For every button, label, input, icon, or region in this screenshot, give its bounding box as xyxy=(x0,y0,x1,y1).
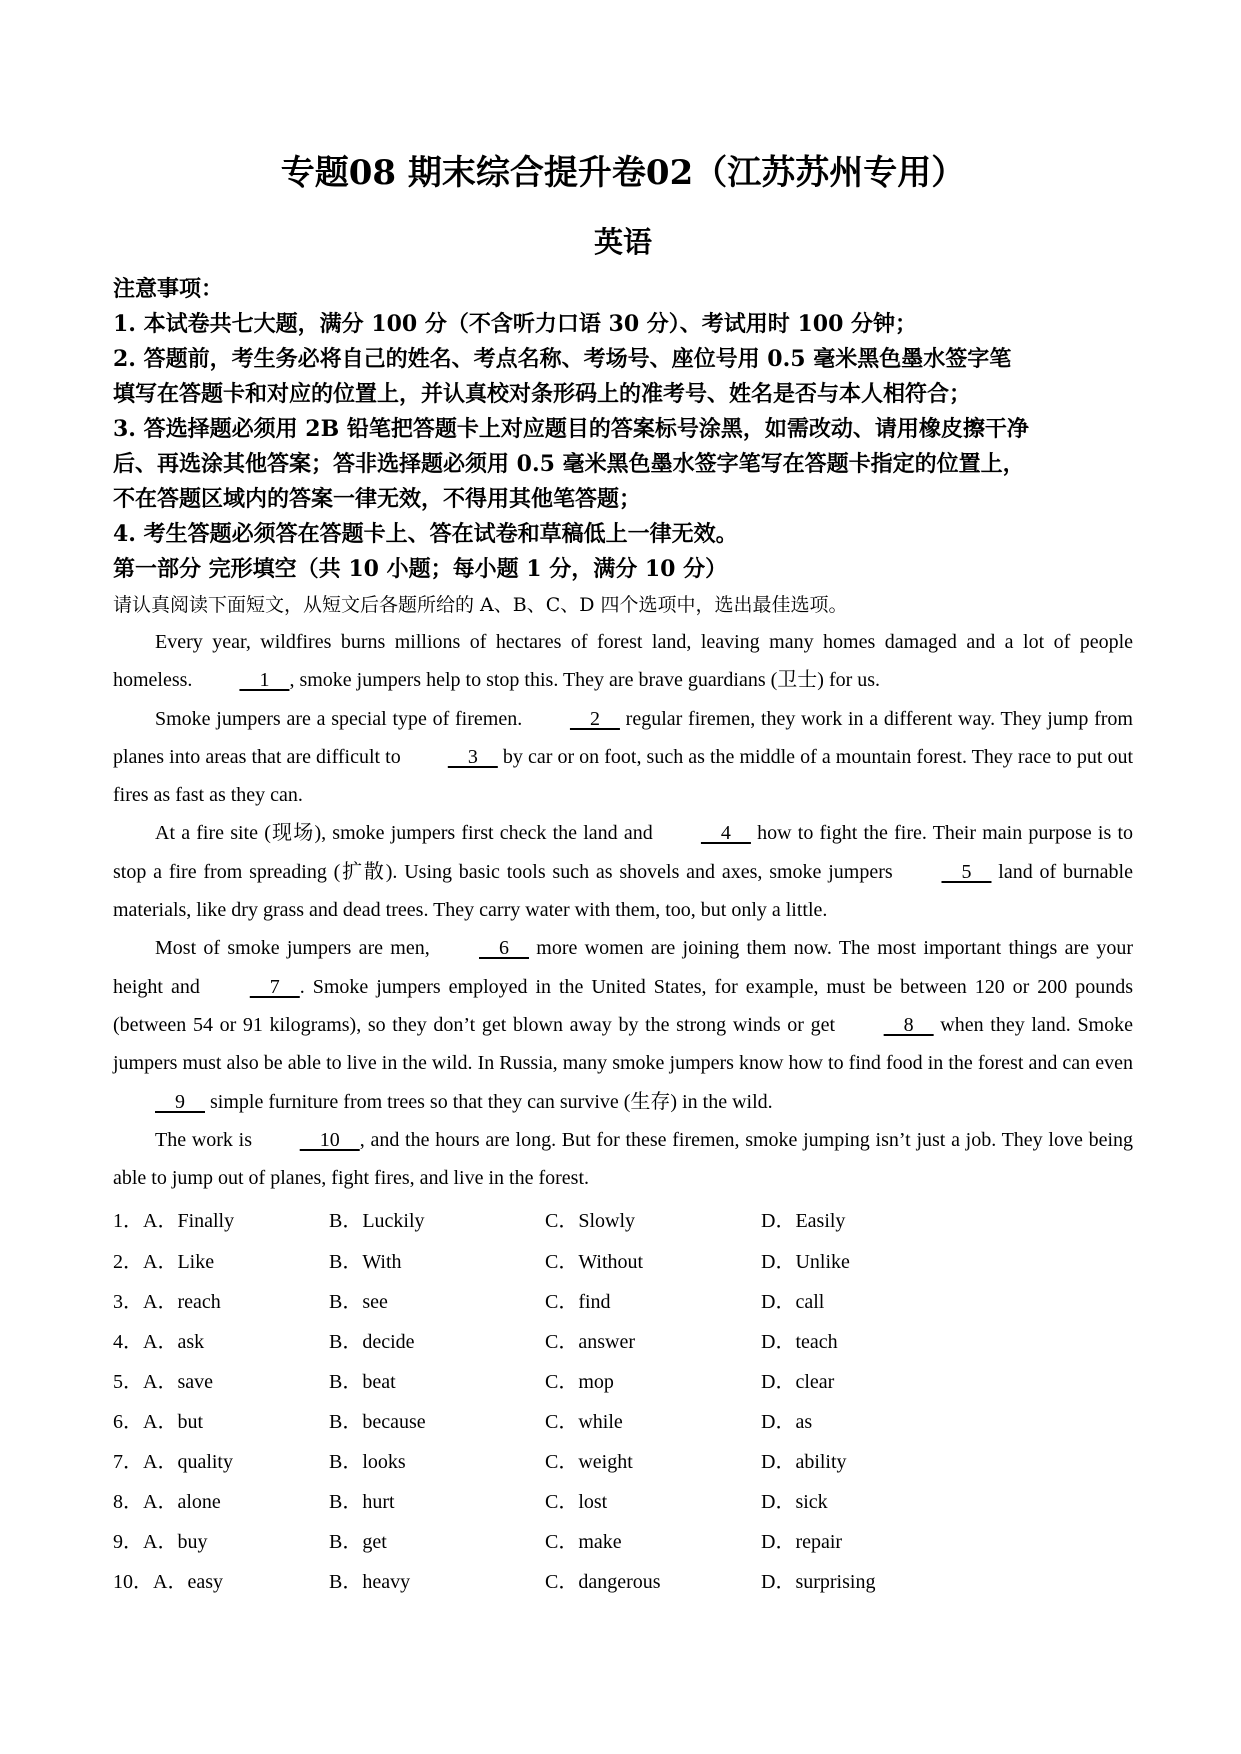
option-d: D．clear xyxy=(761,1370,835,1393)
passage-text: when they land. Smoke jumpers must also be able to live in the wild. In Russia, many smoke jumpers know how to find food in the forest and can even xyxy=(113,1013,1133,1075)
passage-text: , and the hours are long. But for these firemen, smoke jumping isn’t just a job. They love being able to jump out of planes, fight fires, and live in the forest. xyxy=(113,1128,1133,1190)
passage-paragraph xyxy=(113,623,1133,700)
section-heading: 第一部分 完形填空（共 10 小题；每小题 1 分，满分 10 分） xyxy=(113,556,728,582)
passage-text: Every year, wildfires burns millions of hectares of forest land, leaving many homes damaged and a lot of people homeless. xyxy=(113,631,1133,692)
option-d: D．Easily xyxy=(761,1210,846,1233)
passage-text: . Smoke jumpers employed in the United States, for example, must be between 120 or 200 pounds (between 54 or 91 kilograms), so they don’t get blown away by the strong winds or get xyxy=(113,975,1133,1036)
passage-text: simple furniture from trees so that they can survive (生存) in the wild. xyxy=(205,1090,773,1113)
passage-text: Most of smoke jumpers are men, xyxy=(155,937,437,960)
option-c: C．lost xyxy=(545,1491,608,1514)
passage-text: The work is xyxy=(155,1128,258,1151)
option-b: B．see xyxy=(329,1290,388,1313)
option-a: 4．A．ask xyxy=(113,1330,205,1353)
blank-8: 8 xyxy=(883,1013,934,1036)
question-row xyxy=(113,1282,1133,1322)
option-b: B．decide xyxy=(329,1330,415,1353)
passage-paragraph xyxy=(113,814,1133,929)
option-c: C．find xyxy=(545,1290,611,1313)
passage-paragraph xyxy=(113,700,1133,815)
option-d: D．Unlike xyxy=(761,1250,850,1273)
question-row xyxy=(113,1322,1133,1362)
subject-title: 英语 xyxy=(593,225,652,259)
blank-4: 4 xyxy=(700,822,751,845)
option-c: C．Without xyxy=(545,1250,644,1273)
option-a: 5．A．save xyxy=(113,1370,213,1393)
passage-text: land of burnable materials, like dry grass and dead trees. They carry water with them, too, but only a little. xyxy=(113,860,1133,922)
passage-paragraph xyxy=(113,929,1133,1120)
blank-1: 1 xyxy=(239,669,290,692)
option-b: B．Luckily xyxy=(329,1210,425,1233)
passage-text: how to fight the fire. Their main purpose is to stop a fire from spreading (扩散). Using basic tools such as shovels and axes, smoke jumpers xyxy=(113,822,1134,883)
option-c: C．Slowly xyxy=(545,1210,636,1233)
option-b: B．looks xyxy=(329,1451,406,1474)
option-a: 8．A．alone xyxy=(113,1491,221,1514)
note-line: 4. 考生答题必须答在答题卡上、答在试卷和草稿低上一律无效。 xyxy=(113,521,738,547)
blank-2: 2 xyxy=(569,707,620,730)
page-title: 专题08 期末综合提升卷02（江苏苏州专用） xyxy=(280,153,966,193)
notes-section xyxy=(113,272,1133,623)
blank-3: 3 xyxy=(447,745,498,768)
option-c: C．mop xyxy=(545,1370,614,1393)
blank-6: 6 xyxy=(479,937,529,960)
note-line: 不在答题区域内的答案一律无效，不得用其他笔答题； xyxy=(113,486,642,512)
option-d: D．call xyxy=(761,1290,825,1313)
passage-text: , smoke jumpers help to stop this. They are brave guardians (卫士) for us. xyxy=(289,669,881,692)
question-row xyxy=(113,1201,1133,1241)
cloze-passage xyxy=(113,623,1133,1197)
option-b: B．hurt xyxy=(329,1491,395,1514)
question-row xyxy=(113,1402,1133,1442)
option-d: D．as xyxy=(761,1410,813,1433)
option-a: 9．A．buy xyxy=(113,1531,208,1554)
option-d: D．teach xyxy=(761,1330,838,1353)
option-c: C．answer xyxy=(545,1330,635,1353)
option-b: B．get xyxy=(329,1531,387,1554)
passage-text: At a fire site (现场), smoke jumpers first check the land and xyxy=(155,822,659,845)
section-instruction: 请认真阅读下面短文，从短文后各题所给的 A、B、C、D 四个选项中，选出最佳选项。 xyxy=(113,594,848,616)
note-line: 3. 答选择题必须用 2B 铅笔把答题卡上对应题目的答案标号涂黑，如需改动、请用橡皮擦干净 xyxy=(113,416,1029,442)
question-row xyxy=(113,1522,1133,1562)
option-a: 1．A．Finally xyxy=(113,1210,235,1233)
exam-page xyxy=(113,148,1133,1602)
blank-9: 9 xyxy=(155,1090,205,1113)
option-c: C．make xyxy=(545,1531,622,1554)
option-b: B．because xyxy=(329,1410,426,1433)
question-row xyxy=(113,1242,1133,1282)
passage-paragraph xyxy=(113,1121,1133,1198)
question-options xyxy=(113,1201,1133,1602)
question-row xyxy=(113,1362,1133,1402)
option-a: 6．A．but xyxy=(113,1410,203,1433)
passage-text: by car or on foot, such as the middle of a mountain forest. They race to put out fires as fast as they can. xyxy=(113,745,1134,807)
passage-text: more women are joining them now. The most important things are your height and xyxy=(113,937,1133,998)
question-row xyxy=(113,1562,1133,1602)
option-c: C．while xyxy=(545,1410,623,1433)
option-a: 3．A．reach xyxy=(113,1290,221,1313)
option-d: D．surprising xyxy=(761,1571,876,1594)
option-a: 10．A．easy xyxy=(113,1571,223,1594)
note-line: 填写在答题卡和对应的位置上，并认真校对条形码上的准考号、姓名是否与本人相符合； xyxy=(113,381,972,407)
option-a: 7．A．quality xyxy=(113,1451,233,1474)
note-line: 后、再选涂其他答案；答非选择题必须用 0.5 毫米黑色墨水签字笔写在答题卡指定的位置上， xyxy=(113,451,1025,477)
option-b: B．With xyxy=(329,1250,402,1273)
blank-7: 7 xyxy=(249,975,300,998)
option-c: C．dangerous xyxy=(545,1571,661,1594)
note-line: 1. 本试卷共七大题，满分 100 分（不含听力口语 30 分）、考试用时 100 分钟； xyxy=(113,311,918,337)
question-row xyxy=(113,1442,1133,1482)
option-a: 2．A．Like xyxy=(113,1250,215,1273)
passage-text: Smoke jumpers are a special type of firemen. xyxy=(155,707,528,730)
option-c: C．weight xyxy=(545,1451,633,1474)
option-d: D．ability xyxy=(761,1451,847,1474)
option-b: B．heavy xyxy=(329,1571,411,1594)
option-d: D．repair xyxy=(761,1531,843,1554)
passage-text: regular firemen, they work in a different way. They jump from planes into areas that are difficult to xyxy=(113,707,1133,768)
notes-heading: 注意事项： xyxy=(113,276,224,302)
option-d: D．sick xyxy=(761,1491,828,1514)
question-row xyxy=(113,1482,1133,1522)
option-b: B．beat xyxy=(329,1370,396,1393)
blank-10: 10 xyxy=(299,1128,360,1151)
blank-5: 5 xyxy=(941,860,992,883)
note-line: 2. 答题前，考生务必将自己的姓名、考点名称、考场号、座位号用 0.5 毫米黑色墨水签字笔 xyxy=(113,346,1012,372)
